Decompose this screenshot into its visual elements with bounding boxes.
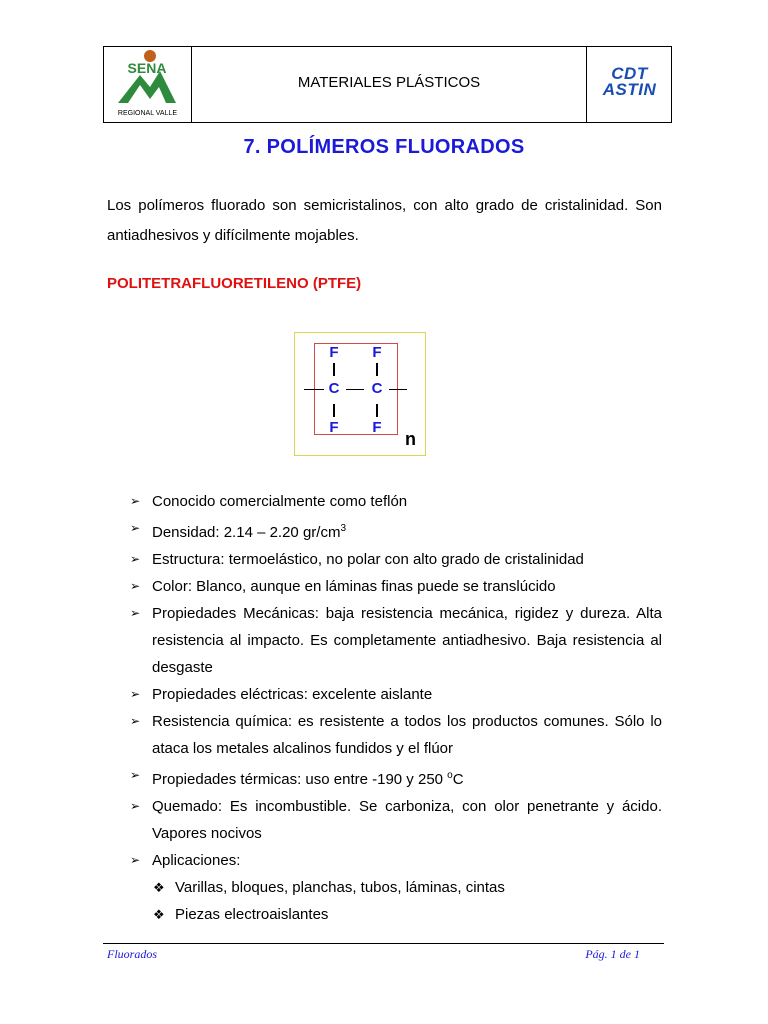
arrow-bullet-icon: ➢ <box>130 521 141 535</box>
sub-list-item-text: Varillas, bloques, planchas, tubos, láminas, cintas <box>175 879 505 896</box>
footer-left-text: Fluorados <box>107 947 158 961</box>
list-item <box>130 573 662 600</box>
arrow-bullet-icon: ➢ <box>130 606 141 620</box>
sena-logo-text: SENA <box>127 60 167 76</box>
intro-paragraph: Los polímeros fluorado son semicristalinos, con alto grado de cristalinidad. Son antiadhesivos y difícilmente mojables. <box>107 197 662 244</box>
list-item <box>130 847 662 874</box>
list-item-text: Propiedades eléctricas: excelente aislante <box>152 686 433 703</box>
cdt-logo-line: CDT <box>611 64 648 83</box>
fluorine-atom: F <box>372 344 382 361</box>
list-item-text: Resistencia química: es resistente a todos los productos comunes. Sólo lo ataca los metales alcalinos fundidos y el flúor <box>152 713 662 757</box>
list-item <box>130 793 662 847</box>
list-item <box>130 600 662 681</box>
carbon-atom: C <box>328 380 340 397</box>
arrow-bullet-icon: ➢ <box>130 579 141 593</box>
header-title: MATERIALES PLÁSTICOS <box>297 74 481 91</box>
section-title: 7. POLÍMEROS FLUORADOS <box>243 136 525 158</box>
diamond-bullet-icon: ❖ <box>153 907 165 922</box>
bond-line <box>376 363 378 376</box>
list-item-text: Propiedades térmicas: uso entre -190 y 250 <box>152 771 448 788</box>
list-item <box>130 546 662 573</box>
bond-line <box>389 389 407 390</box>
bond-line <box>346 389 364 390</box>
list-item <box>130 488 662 515</box>
superscript: o <box>447 770 453 781</box>
arrow-bullet-icon: ➢ <box>130 768 141 782</box>
bond-line <box>304 389 324 390</box>
regional-label: REGIONAL VALLE <box>117 110 178 117</box>
fluorine-atom: F <box>329 419 339 436</box>
carbon-atom: C <box>371 380 383 397</box>
sena-logo-icon <box>112 47 182 109</box>
list-item-text: Quemado: Es incombustible. Se carboniza, con olor penetrante y ácido. Vapores nocivos <box>152 798 662 842</box>
bond-line <box>333 404 335 417</box>
list-item-text: C <box>452 771 464 788</box>
list-item <box>130 762 662 793</box>
list-item <box>130 681 662 708</box>
list-item-text: Aplicaciones: <box>152 852 241 869</box>
list-item-text: Densidad: 2.14 – 2.20 gr/cm <box>152 524 341 541</box>
superscript: 3 <box>340 523 347 534</box>
cdt-astin-logo <box>587 66 672 98</box>
astin-logo-line: ASTIN <box>602 80 657 99</box>
list-item-text: Color: Blanco, aunque en láminas finas puede se translúcido <box>152 578 556 595</box>
arrow-bullet-icon: ➢ <box>130 799 141 813</box>
fluorine-atom: F <box>329 344 339 361</box>
sub-list-item-text: Piezas electroaislantes <box>175 906 329 923</box>
ptfe-subheading: POLITETRAFLUORETILENO (PTFE) <box>107 275 362 292</box>
arrow-bullet-icon: ➢ <box>130 687 141 701</box>
properties-list <box>130 488 662 928</box>
sub-list-item <box>130 901 662 928</box>
arrow-bullet-icon: ➢ <box>130 853 141 867</box>
sub-list-item <box>130 874 662 901</box>
fluorine-atom: F <box>372 419 382 436</box>
bond-line <box>376 404 378 417</box>
arrow-bullet-icon: ➢ <box>130 552 141 566</box>
list-item <box>130 708 662 762</box>
page-number: Pág. 1 de 1 <box>585 947 640 961</box>
footer-rule <box>103 943 664 944</box>
diamond-bullet-icon: ❖ <box>153 880 165 895</box>
arrow-bullet-icon: ➢ <box>130 494 141 508</box>
list-item <box>130 515 662 546</box>
list-item-text: Conocido comercialmente como teflón <box>152 493 408 510</box>
list-item-text: Propiedades Mecánicas: baja resistencia mecánica, rigidez y dureza. Alta resistencia al impacto. Es completamente antiadhesivo. Baja resistencia al desgaste <box>152 605 662 676</box>
repeat-subscript: n <box>405 429 416 449</box>
bond-line <box>333 363 335 376</box>
list-item-text: Estructura: termoelástico, no polar con alto grado de cristalinidad <box>152 551 584 568</box>
arrow-bullet-icon: ➢ <box>130 714 141 728</box>
